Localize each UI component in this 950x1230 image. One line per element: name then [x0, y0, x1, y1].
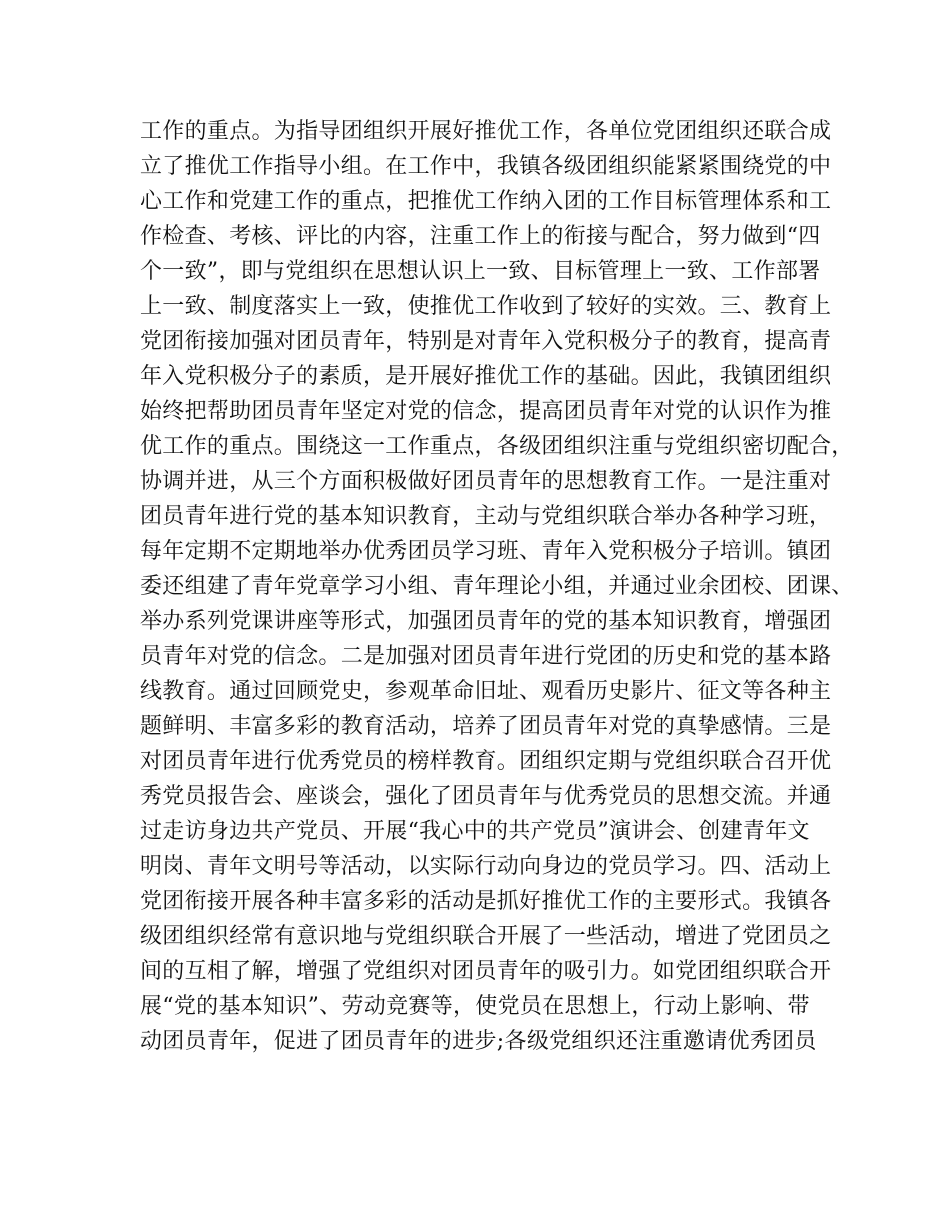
text-line: 协调并进，从三个方面积极做好团员青年的思想教育工作。一是注重对: [140, 469, 832, 494]
text-line: 线教育。通过回顾党史，参观革命旧址、观看历史影片、征文等各种主: [140, 679, 832, 704]
text-line: 过走访身边共产党员、开展“我心中的共产党员”演讲会、创建青年文: [140, 819, 810, 844]
text-line: 团员青年进行党的基本知识教育，主动与党组织联合举办各种学习班，: [140, 504, 832, 529]
text-line: 员青年对党的信念。二是加强对团员青年进行党团的历史和党的基本路: [140, 644, 832, 669]
text-line: 级团组织经常有意识地与党组织联合开展了一些活动，增进了党团员之: [140, 924, 832, 949]
text-line: 间的互相了解，增强了党组织对团员青年的吸引力。如党团组织联合开: [140, 959, 832, 984]
text-line: 举办系列党课讲座等形式，加强团员青年的党的基本知识教育，增强团: [140, 609, 832, 634]
text-line: 委还组建了青年党章学习小组、青年理论小组，并通过业余团校、团课、: [140, 574, 854, 599]
text-line: 年入党积极分子的素质，是开展好推优工作的基础。因此，我镇团组织: [140, 364, 832, 389]
text-line: 动团员青年，促进了团员青年的进步;各级党组织还注重邀请优秀团员: [140, 1029, 817, 1054]
text-line: 个一致”，即与党组织在思想认识上一致、目标管理上一致、工作部署: [140, 259, 821, 284]
text-line: 作检查、考核、评比的内容，注重工作上的衔接与配合，努力做到“四: [140, 224, 821, 249]
text-line: 始终把帮助团员青年坚定对党的信念，提高团员青年对党的认识作为推: [140, 399, 832, 424]
text-line: 心工作和党建工作的重点，把推优工作纳入团的工作目标管理体系和工: [140, 189, 832, 214]
text-line: 优工作的重点。围绕这一工作重点，各级团组织注重与党组织密切配合，: [140, 434, 854, 459]
body-text: [140, 114, 854, 1059]
text-line: 工作的重点。为指导团组织开展好推优工作，各单位党团组织还联合成: [140, 119, 832, 144]
text-line: 题鲜明、丰富多彩的教育活动，培养了团员青年对党的真挚感情。三是: [140, 714, 832, 739]
text-line: 每年定期不定期地举办优秀团员学习班、青年入党积极分子培训。镇团: [140, 539, 832, 564]
text-line: 党团衔接加强对团员青年，特别是对青年入党积极分子的教育，提高青: [140, 329, 832, 354]
text-line: 明岗、青年文明号等活动，以实际行动向身边的党员学习。四、活动上: [140, 854, 832, 879]
text-line: 立了推优工作指导小组。在工作中，我镇各级团组织能紧紧围绕党的中: [140, 154, 832, 179]
text-line: 展“党的基本知识”、劳动竞赛等，使党员在思想上，行动上影响、带: [140, 994, 810, 1019]
text-line: 秀党员报告会、座谈会，强化了团员青年与优秀党员的思想交流。并通: [140, 784, 832, 809]
text-line: 对团员青年进行优秀党员的榜样教育。团组织定期与党组织联合召开优: [140, 749, 832, 774]
text-line: 上一致、制度落实上一致，使推优工作收到了较好的实效。三、教育上: [140, 294, 832, 319]
text-line: 党团衔接开展各种丰富多彩的活动是抓好推优工作的主要形式。我镇各: [140, 889, 832, 914]
